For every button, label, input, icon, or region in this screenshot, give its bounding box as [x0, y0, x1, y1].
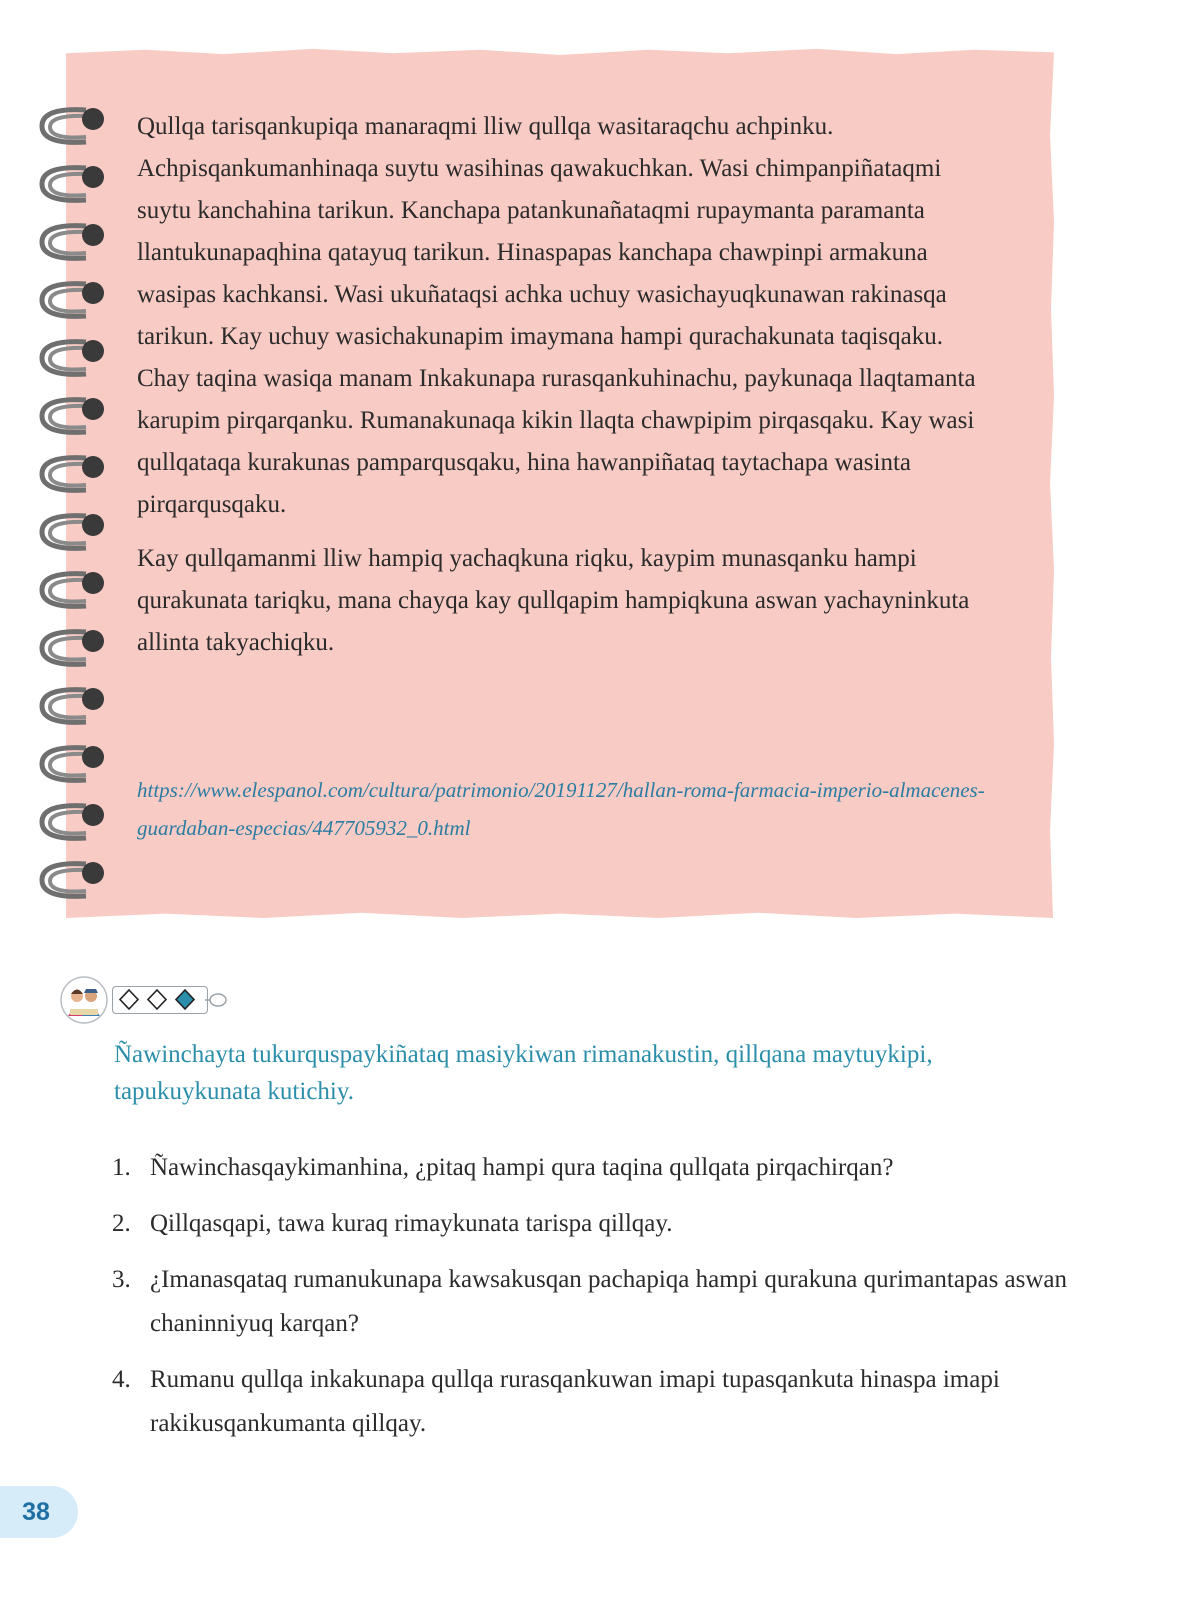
spiral-ring-icon — [36, 218, 116, 266]
students-icon — [60, 976, 108, 1024]
spiral-ring-icon — [36, 334, 116, 382]
question-text: Rumanu qullqa inkakunapa qullqa rurasqankuwan imapi tupasqankuta hinaspa imapi rakikusqankumanta qillqay. — [150, 1366, 1000, 1437]
spiral-ring-icon — [36, 624, 116, 672]
spiral-ring-icon — [36, 102, 116, 150]
spiral-ring-icon — [36, 682, 116, 730]
spiral-ring-icon — [36, 392, 116, 440]
question-list — [112, 1146, 1072, 1458]
paragraph-2: Kay qullqamanmi lliw hampiq yachaqkuna riqku, kaypim munasqanku hampi qurakunata tariqku, mana chayqa kay qullqapim hampiqkuna aswan yachayninkuta allinta takyachiqku. — [137, 545, 970, 656]
page-number: 38 — [0, 1486, 78, 1538]
diamond-icon — [120, 990, 138, 1009]
spiral-ring-icon — [36, 740, 116, 788]
question-number: 2. — [112, 1210, 131, 1237]
question-item — [112, 1202, 1072, 1246]
spiral-ring-icon — [36, 566, 116, 614]
tag-string-icon — [205, 992, 227, 1008]
notebook-text — [137, 106, 997, 664]
diamond-icon — [148, 990, 166, 1009]
spiral-binding — [36, 102, 116, 862]
question-item — [112, 1358, 1072, 1446]
question-text: Qillqasqapi, tawa kuraq rimaykunata tarispa qillqay. — [150, 1210, 673, 1237]
spiral-ring-icon — [36, 276, 116, 324]
spiral-ring-icon — [36, 798, 116, 846]
question-number: 4. — [112, 1366, 131, 1393]
question-number: 1. — [112, 1154, 131, 1181]
paragraph-1: Qullqa tarisqankupiqa manaraqmi lliw qullqa wasitaraqchu achpinku. Achpisqankumanhinaqa suytu wasihinas qawakuchkan. Wasi chimpanpiñataqmi suytu kanchahina tarikun. Kanchapa patankunañataqmi rupaymanta paramanta llantukunapaqhina qatayuq tarikun. Hinaspapas kanchapa chawpinpi armakuna wasipas kachkansi. Wasi ukuñataqsi achka uchuy wasichayuqkunawan rakinasqa tarikun. Kay uchuy wasichakunapim imaymana hampi qurachakunata taqisqaku. Chay taqina wasiqa manam Inkakunapa rurasqankuhinachu, paykunaqa llaqtamanta karupim pirqarqanku. Rumanakunaqa kikin llaqta chawpipim pirqasqaku. Kay wasi qullqataqa kurakunas pamparqusqaku, hina hawanpiñataq taytachapa wasinta pirqarqusqaku. — [137, 113, 976, 518]
question-number: 3. — [112, 1266, 131, 1293]
question-text: Ñawinchasqaykimanhina, ¿pitaq hampi qura taqina qullqata pirqachirqan? — [150, 1154, 894, 1181]
spiral-ring-icon — [36, 856, 116, 904]
question-item — [112, 1258, 1072, 1346]
question-item — [112, 1146, 1072, 1190]
diamond-icon — [176, 990, 194, 1009]
activity-instruction: Ñawinchayta tukurquspaykiñataq masiykiwan rimanakustin, qillqana maytuykipi, tapukuykunata kutichiy. — [114, 1041, 933, 1105]
question-text: ¿Imanasqataq rumanukunapa kawsakusqan pachapiqa hampi qurakuna qurimantapas aswan chaninniyuq karqan? — [150, 1266, 1068, 1337]
spiral-ring-icon — [36, 160, 116, 208]
spiral-ring-icon — [36, 450, 116, 498]
spiral-ring-icon — [36, 508, 116, 556]
level-indicator — [112, 986, 208, 1014]
source-link[interactable]: https://www.elespanol.com/cultura/patrimonio/20191127/hallan-roma-farmacia-imperio-almacenes- guardaban-especias/447705932_0.html — [137, 778, 985, 840]
